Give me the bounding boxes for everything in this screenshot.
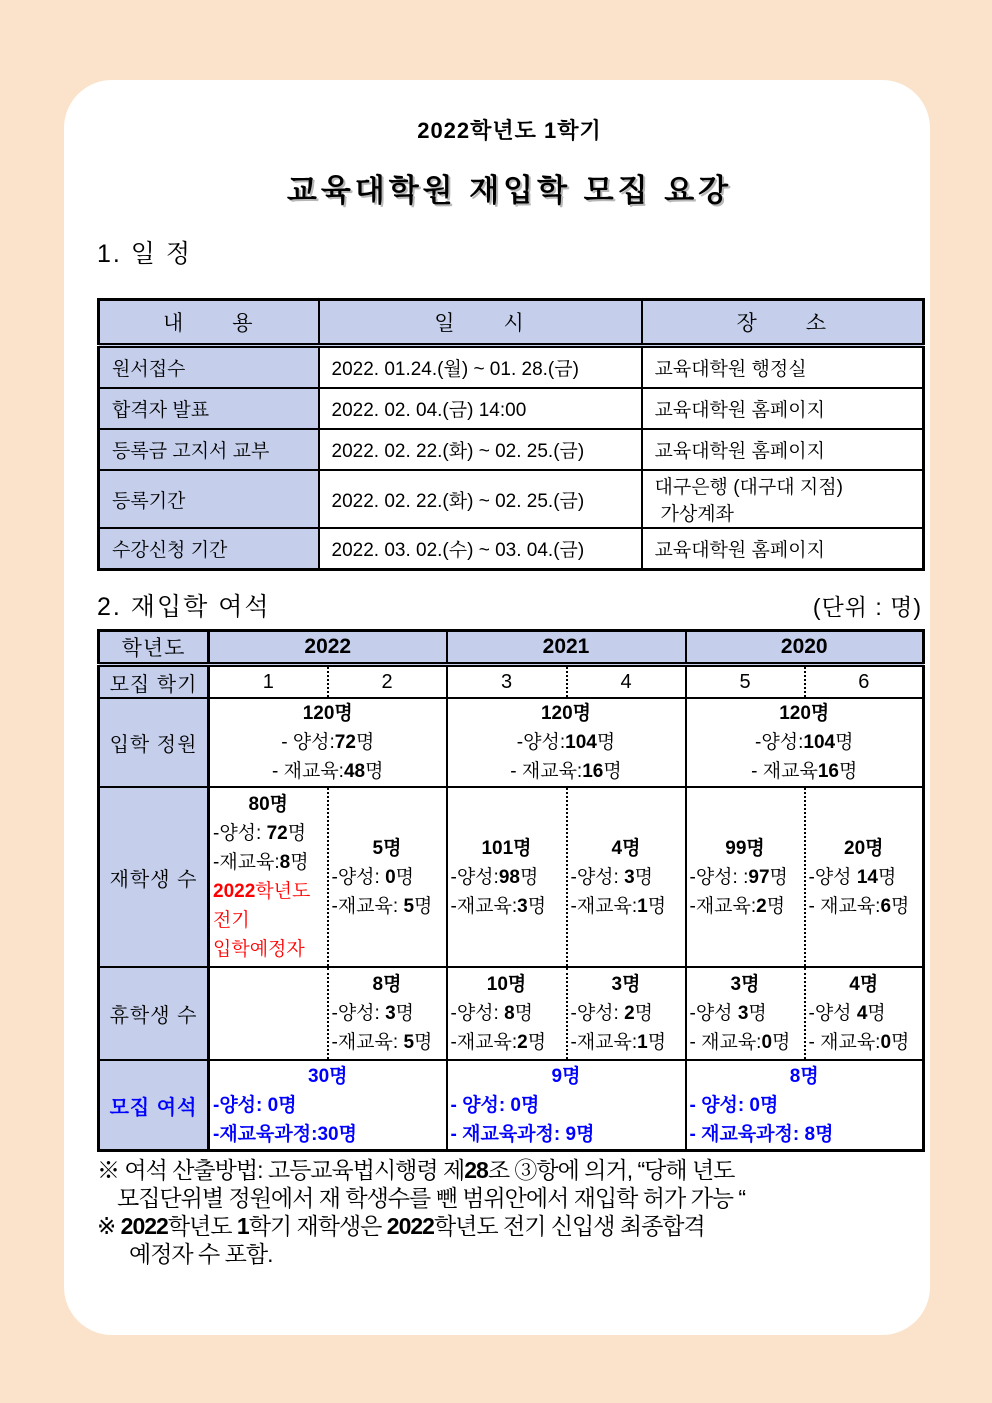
quota-line: -양성:104명 (755, 732, 854, 753)
vacancy-cell (686, 1060, 924, 1151)
vacancy-line: - 양성: 0명 (689, 1094, 779, 1116)
enrolled-total: 99명 (725, 837, 765, 859)
semester-2: 2 (328, 665, 447, 699)
leave-total: 3명 (611, 974, 641, 995)
leave-cell (447, 967, 567, 1060)
enrolled-total: 20명 (844, 837, 884, 859)
schedule-row-label: 합격자 발표 (99, 388, 319, 429)
enrolled-line: -재교육:3명 (450, 895, 547, 917)
section2-heading: 2. 재입학 여석 (97, 593, 271, 621)
schedule-datetime: 2022. 03. 02.(수) ~ 03. 04.(금) (319, 528, 642, 570)
schedule-header-row (99, 300, 924, 346)
table-row (99, 388, 924, 429)
enrolled-line: -재교육: 5명 (331, 895, 433, 917)
leave-total: 10명 (486, 974, 527, 995)
schedule-place: 교육대학원 홈페이지 (642, 388, 924, 429)
enrolled-line: -양성: 72명 (213, 823, 307, 844)
quota-2020 (686, 698, 924, 787)
section2-heading-row (97, 587, 922, 623)
document-page (64, 80, 930, 1335)
enrolled-total: 4명 (611, 837, 641, 859)
leave-cell (805, 967, 924, 1060)
enrolled-note: 입학예정자 (213, 939, 305, 960)
section1-heading: 1. 일 정 (97, 240, 193, 268)
quota-line: - 재교육:48명 (272, 761, 384, 782)
quota-2021 (447, 698, 686, 787)
enrolled-line: -재교육:2명 (689, 895, 786, 917)
semester-4: 4 (567, 665, 686, 699)
year-2022: 2022 (209, 631, 447, 665)
leave-line: -양성 3명 (689, 1003, 767, 1024)
row-label-year: 학년도 (99, 631, 209, 665)
enrolled-note: 2022학년도 (213, 881, 311, 902)
schedule-datetime: 2022. 02. 04.(금) 14:00 (319, 388, 642, 429)
leave-line: -양성 4명 (808, 1003, 886, 1024)
schedule-datetime: 2022. 02. 22.(화) ~ 02. 25.(금) (319, 470, 642, 528)
seat-table (97, 629, 925, 1152)
page-title: 교육대학원 재입학 모집 요강 (286, 173, 733, 208)
vacancy-total: 9명 (551, 1065, 581, 1087)
vacancy-line: - 양성: 0명 (450, 1094, 540, 1116)
schedule-row-label: 등록기간 (99, 470, 319, 528)
note-line: 모집단위별 정원에서 재 학생수를 뺀 범위안에서 재입학 허가 가능 “ (117, 1185, 746, 1211)
schedule-row-label: 원서접수 (99, 346, 319, 389)
semester-6: 6 (805, 665, 924, 699)
schedule-place: 교육대학원 홈페이지 (642, 528, 924, 570)
leave-line: -재교육:1명 (570, 1032, 667, 1053)
vacancy-line: - 재교육과정: 8명 (689, 1123, 834, 1145)
row-label-vacancy: 모집 여석 (99, 1060, 209, 1151)
schedule-place (642, 470, 924, 528)
schedule-row-label: 등록금 고지서 교부 (99, 429, 319, 470)
vacancy-row (99, 1060, 924, 1151)
leave-total: 4명 (849, 974, 879, 995)
vacancy-cell (447, 1060, 686, 1151)
note-line: ※ 여석 산출방법: 고등교육법시행령 제28조 ③항에 의거, “당해 년도 (97, 1157, 735, 1183)
enrolled-note: 전기 (213, 910, 250, 931)
year-2021: 2021 (447, 631, 686, 665)
row-label-semester: 모집 학기 (99, 665, 209, 699)
enrolled-line: -양성: 0명 (331, 866, 415, 888)
schedule-header-place: 장 소 (642, 300, 924, 346)
vacancy-line: -양성: 0명 (213, 1094, 297, 1116)
leave-cell (328, 967, 447, 1060)
leave-line: -재교육: 5명 (331, 1032, 433, 1053)
quota-row (99, 698, 924, 787)
semester-row (99, 665, 924, 699)
enrolled-cell (447, 787, 567, 967)
schedule-datetime: 2022. 01.24.(월) ~ 01. 28.(금) (319, 346, 642, 389)
leave-line: -양성: 8명 (450, 1003, 534, 1024)
quota-line: - 양성:72명 (281, 732, 375, 753)
note-line: 예정자 수 포함. (129, 1241, 273, 1267)
enrolled-line: -양성: 3명 (570, 866, 654, 888)
schedule-datetime: 2022. 02. 22.(화) ~ 02. 25.(금) (319, 429, 642, 470)
enrolled-line: -양성:98명 (450, 866, 539, 888)
enrolled-total: 80명 (248, 794, 288, 815)
quota-total: 120명 (302, 703, 353, 724)
leave-cell (567, 967, 686, 1060)
row-label-quota: 입학 정원 (99, 698, 209, 787)
document-subtitle: 2022학년도 1학기 (417, 118, 602, 143)
enrolled-cell (686, 787, 805, 967)
leave-line: -양성: 2명 (570, 1003, 654, 1024)
quota-total: 120명 (779, 703, 830, 724)
leave-line: - 재교육:0명 (808, 1032, 910, 1053)
enrolled-line: -재교육:8명 (213, 852, 309, 873)
schedule-place: 교육대학원 홈페이지 (642, 429, 924, 470)
row-label-leave: 휴학생 수 (99, 967, 209, 1060)
enrolled-cell (567, 787, 686, 967)
leave-cell (209, 967, 328, 1060)
place-line: 대구은행 (대구대 지점) (654, 477, 843, 498)
leave-total: 8명 (372, 974, 402, 995)
place-line: 가상계좌 (660, 504, 734, 525)
leave-line: -재교육:2명 (450, 1032, 547, 1053)
vacancy-total: 8명 (789, 1065, 819, 1087)
vacancy-total: 30명 (308, 1065, 348, 1087)
semester-3: 3 (447, 665, 567, 699)
row-label-enrolled: 재학생 수 (99, 787, 209, 967)
schedule-header-datetime: 일 시 (319, 300, 642, 346)
quota-2022 (209, 698, 447, 787)
year-2020: 2020 (686, 631, 924, 665)
leave-line: - 재교육:0명 (689, 1032, 791, 1053)
schedule-row-label: 수강신청 기간 (99, 528, 319, 570)
enrolled-cell (805, 787, 924, 967)
quota-total: 120명 (540, 703, 592, 724)
quota-line: - 재교육:16명 (510, 761, 622, 782)
footnotes (97, 1156, 925, 1268)
semester-1: 1 (209, 665, 328, 699)
vacancy-cell (209, 1060, 447, 1151)
enrolled-line: - 재교육:6명 (808, 895, 910, 917)
table-row (99, 429, 924, 470)
enrolled-row (99, 787, 924, 967)
vacancy-line: - 재교육과정: 9명 (450, 1123, 595, 1145)
table-row (99, 528, 924, 570)
quota-line: -양성:104명 (516, 732, 616, 753)
leave-line: -양성: 3명 (331, 1003, 415, 1024)
leave-row (99, 967, 924, 1060)
enrolled-total: 5명 (372, 837, 402, 859)
table-row (99, 346, 924, 389)
enrolled-line: -양성: :97명 (689, 866, 788, 888)
enrolled-total: 101명 (481, 837, 532, 859)
leave-cell (686, 967, 805, 1060)
enrolled-cell (209, 787, 328, 967)
schedule-header-content: 내 용 (99, 300, 319, 346)
quota-line: - 재교육16명 (751, 761, 858, 782)
enrolled-cell (328, 787, 447, 967)
leave-total: 3명 (730, 974, 760, 995)
vacancy-line: -재교육과정:30명 (213, 1123, 357, 1145)
table-row (99, 470, 924, 528)
enrolled-line: -재교육:1명 (570, 895, 667, 917)
semester-5: 5 (686, 665, 805, 699)
enrolled-line: -양성 14명 (808, 866, 897, 888)
year-header-row (99, 631, 924, 665)
schedule-place: 교육대학원 행정실 (642, 346, 924, 389)
schedule-table (97, 298, 925, 571)
unit-label: (단위 : 명) (812, 594, 922, 620)
note-line: ※ 2022학년도 1학기 재학생은 2022학년도 전기 신입생 최종합격 (97, 1213, 705, 1239)
